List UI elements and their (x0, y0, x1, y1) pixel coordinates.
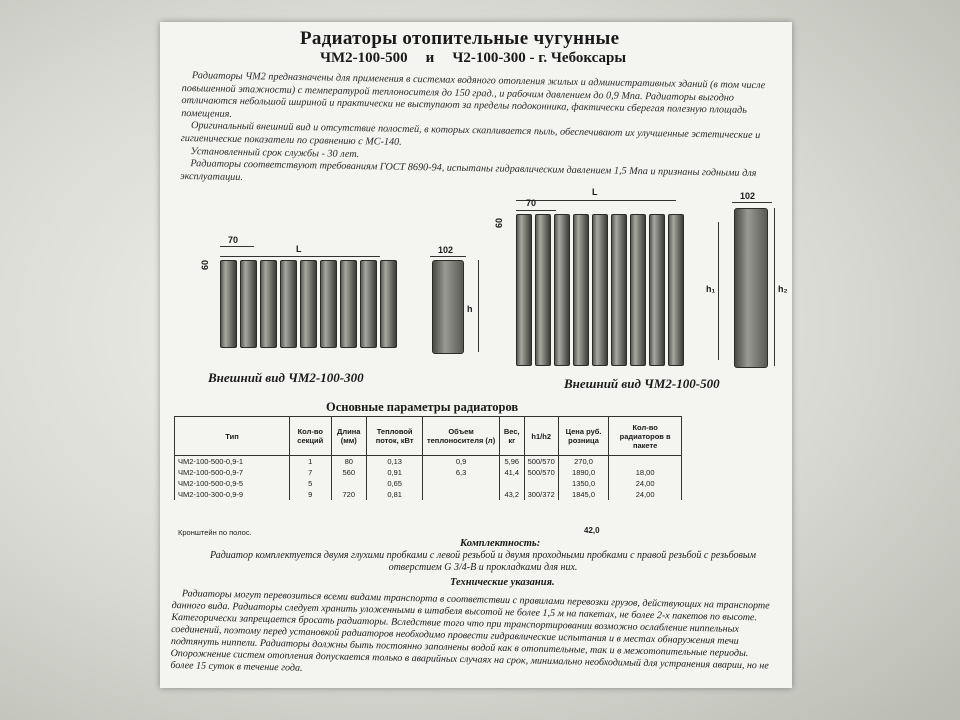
model-a: ЧМ2-100-500 (320, 50, 408, 66)
radiator-section (630, 214, 646, 366)
params-title: Основные параметры радиаторов (326, 400, 519, 414)
tech-paragraph: Радиаторы могут перевозиться всеми видами транспорта в соответствии с правилами перевозки грузов, действующих на транспорте данного вида. Радиаторы следует хранить уложенными в штабеля высотой не более 1,5 м на пакетах, не более 2-х пакетов по высоте. Категорически запрещается бросать радиаторы. Вследствие того что при транспортировании возможно ослабление ниппельных соединений, поэтому перед установкой радиаторов необходимо провести гидравлические испытания и в местах обнаружения течи подтянуть ниппели. Радиаторы должны быть постоянно заполнены водой как в отопительные, так и в межотопительные периоды. Опорожнение систем отопления допускается только в аварийных случаях на срок, минимально необходимый для устранения аварии, но не более 15 суток в течение года. (170, 588, 770, 674)
conjunction: и (425, 50, 435, 66)
table-cell: 80 (331, 456, 366, 468)
dim-length-large: L (592, 187, 598, 197)
kit-heading: Комплектность: (460, 538, 541, 549)
bracket-label: Кронштейн по полос. (178, 528, 252, 537)
radiator-small-side (432, 260, 464, 354)
col-header: Тепловой поток, кВт (366, 417, 422, 456)
table-cell: 24,00 (609, 489, 682, 500)
dim-line (220, 256, 380, 257)
caption-small: Внешний вид ЧМ2-100-300 (208, 370, 364, 385)
table-cell (423, 478, 500, 489)
table-cell: 1845,0 (558, 489, 609, 500)
dim-top-large: 60 (494, 217, 505, 229)
table-cell: 1890,0 (558, 467, 609, 478)
radiator-section (260, 260, 277, 348)
tech-text (170, 588, 778, 685)
table-cell: ЧМ2-100-500-0,9-5 (175, 478, 290, 489)
radiator-section (280, 260, 297, 348)
table-cell: ЧМ2-100-300-0,9-9 (175, 489, 290, 500)
radiator-section (554, 214, 570, 366)
intro-paragraph: Радиаторы соответствуют требованиям ГОСТ 8690-94, испытаны гидравлическим давлением 1,5 Мпа и признаны годными для эксплуатации. (180, 158, 757, 183)
table-cell: 18,00 (609, 467, 682, 478)
table-cell (524, 478, 558, 489)
table-cell (331, 478, 366, 489)
table-cell: 300/372 (524, 489, 558, 500)
radiator-small-front (220, 260, 397, 346)
table-header-row (175, 417, 682, 456)
table-row (175, 478, 682, 489)
intro-text (180, 70, 778, 194)
dim-line (718, 222, 719, 360)
table-row (175, 489, 682, 500)
intro-paragraph: Оригинальный внешний вид и отсутствие полостей, в которых скапливается пыль, обеспечивают их улучшенные эстетические и гигиенические показатели по сравнению с МС-140. (180, 120, 761, 148)
scanned-page (160, 22, 792, 688)
table-cell: ЧМ2-100-500-0,9-1 (175, 456, 290, 468)
dim-line (220, 246, 254, 247)
dim-pitch-small: 70 (228, 235, 239, 245)
table-cell: 5,96 (499, 456, 524, 468)
table-cell: 0,91 (366, 467, 422, 478)
radiator-section (535, 214, 551, 366)
dim-top-small: 60 (200, 259, 211, 271)
radiator-section (220, 260, 237, 348)
doc-title: Радиаторы отопительные чугунные (300, 28, 620, 49)
table-cell: 500/570 (524, 467, 558, 478)
radiator-section (380, 260, 397, 348)
col-header: Длина (мм) (331, 417, 366, 456)
table-cell: ЧМ2-100-500-0,9-7 (175, 467, 290, 478)
table-cell: 43,2 (499, 489, 524, 500)
table-cell (423, 489, 500, 500)
table-cell: 0,9 (423, 456, 500, 468)
radiator-section (360, 260, 377, 348)
dim-side-width-large: 102 (740, 191, 756, 201)
table-cell: 0,81 (366, 489, 422, 500)
table-cell: 270,0 (558, 456, 609, 468)
radiator-section (573, 214, 589, 366)
kit-text: Радиатор комплектуется двумя глухими пробками с левой резьбой и двумя проходными пробками с правой резьбой с резьбовым отверстием G 3/4-B и прокладками для них. (210, 550, 756, 573)
dim-pitch-large: 70 (526, 198, 537, 208)
dim-line (478, 260, 479, 352)
table-cell: 0,65 (366, 478, 422, 489)
dim-line (516, 210, 556, 211)
dim-length-small: L (296, 244, 302, 254)
radiator-section (516, 214, 532, 366)
dim-side-h1-large: h₁ (706, 284, 716, 294)
table-cell: 1 (290, 456, 332, 468)
bracket-price: 42,0 (584, 526, 600, 535)
col-header: Вес, кг (499, 417, 524, 456)
dim-side-h2-large: h₂ (778, 284, 788, 294)
dim-side-height-small: h (467, 304, 473, 314)
radiator-large-side (734, 208, 768, 368)
radiator-section (668, 214, 684, 366)
table-cell: 720 (331, 489, 366, 500)
table-cell: 560 (331, 467, 366, 478)
dim-line (516, 200, 676, 201)
table-row (175, 456, 682, 468)
radiator-large-front (516, 214, 684, 364)
radiator-section (649, 214, 665, 366)
col-header: Кол-во секций (290, 417, 332, 456)
radiator-section (240, 260, 257, 348)
col-header: Объем теплоносителя (л) (423, 417, 500, 456)
radiator-section (592, 214, 608, 366)
dim-line (430, 256, 466, 257)
caption-large: Внешний вид ЧМ2-100-500 (564, 376, 720, 391)
col-header: h1/h2 (524, 417, 558, 456)
col-header: Тип (175, 417, 290, 456)
dim-line (774, 208, 775, 366)
table-cell: 5 (290, 478, 332, 489)
radiator-section (320, 260, 337, 348)
dim-line (732, 202, 772, 203)
table-cell: 9 (290, 489, 332, 500)
dim-side-width-small: 102 (438, 245, 454, 255)
table-cell: 24,00 (609, 478, 682, 489)
intro-paragraph: Установленный срок службы - 30 лет. (190, 145, 360, 160)
radiator-section (340, 260, 357, 348)
table-cell: 1350,0 (558, 478, 609, 489)
intro-paragraph: Радиаторы ЧМ2 предназначены для применения в системах водяного отопления жилых и административных зданий (в том числе повышенной этажности) с температурой теплоносителя до 150 град., и рабочим давлением до 0,9 Мпа. Радиаторы выгодно отличаются небольшой шириной и практически не выступают за пределы подоконника, фактически сберегая полезную площадь помещения. (181, 70, 766, 120)
radiator-section (300, 260, 317, 348)
model-b: Ч2-100-300 - г. Чебоксары (452, 50, 627, 66)
table-cell: 0,13 (366, 456, 422, 468)
table-row (175, 467, 682, 478)
table-cell: 6,3 (423, 467, 500, 478)
col-header: Кол-во радиаторов в пакете (609, 417, 682, 456)
table-cell: 41,4 (499, 467, 524, 478)
table-cell: 500/570 (524, 456, 558, 468)
params-table (174, 416, 682, 500)
table-cell: 7 (290, 467, 332, 478)
tech-heading: Технические указания. (450, 577, 555, 588)
table-cell (499, 478, 524, 489)
radiator-section (611, 214, 627, 366)
models-line (320, 50, 626, 67)
col-header: Цена руб. розница (558, 417, 609, 456)
table-cell (609, 456, 682, 468)
